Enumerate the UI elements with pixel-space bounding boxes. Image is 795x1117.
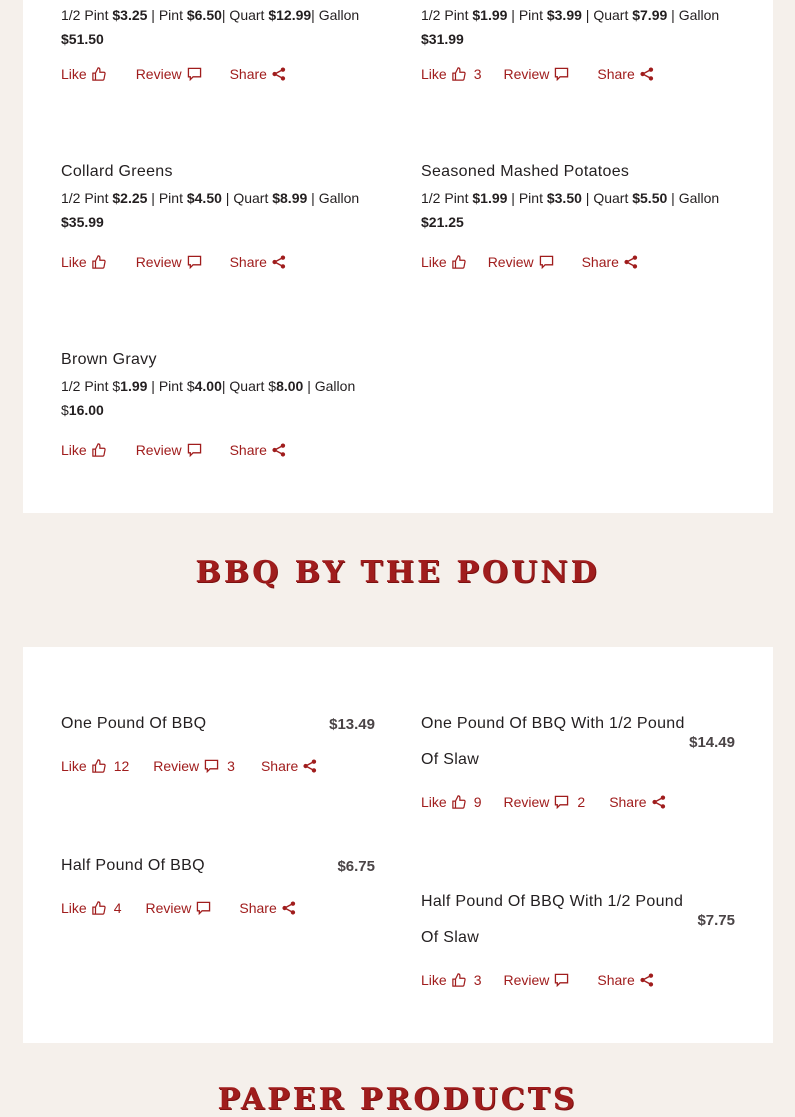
comment-icon [539, 255, 554, 269]
like-button[interactable] [61, 758, 129, 774]
review-label: Review [487, 254, 534, 270]
review-button[interactable] [153, 758, 235, 774]
price-value: $12.99 [268, 7, 312, 23]
like-button[interactable] [421, 794, 481, 810]
item-name: Half Pound Of BBQ [61, 857, 205, 874]
price-value: $51.50 [61, 31, 104, 47]
size-label: | Pint [507, 190, 547, 206]
like-label: Like [421, 254, 447, 270]
price-value: $3.50 [546, 190, 582, 206]
review-label: Review [135, 254, 182, 270]
share-label: Share [597, 66, 635, 82]
price-value: $31.99 [421, 31, 464, 47]
comment-icon [554, 67, 569, 81]
like-count: 12 [113, 758, 130, 774]
review-label: Review [135, 442, 182, 458]
size-label: | Gallon [311, 7, 360, 23]
share-label: Share [581, 254, 619, 270]
share-icon [640, 67, 654, 81]
price-line [421, 3, 741, 51]
size-label: | Quart [581, 7, 633, 23]
review-button[interactable] [136, 442, 202, 458]
actions-row [61, 900, 318, 916]
like-button[interactable] [61, 900, 121, 916]
size-label: | Pint $ [147, 378, 195, 394]
size-label: 1/2 Pint $ [61, 378, 121, 394]
share-button[interactable] [582, 254, 638, 270]
share-label: Share [260, 758, 299, 774]
like-count: 4 [113, 900, 122, 916]
like-label: Like [421, 794, 447, 810]
size-label: | Quart [581, 190, 633, 206]
like-label: Like [61, 254, 87, 270]
review-label: Review [145, 900, 192, 916]
price-value: $35.99 [61, 214, 104, 230]
like-label: Like [61, 442, 87, 458]
like-button[interactable] [61, 66, 106, 82]
size-label: | Pint [147, 190, 187, 206]
actions-row [421, 794, 688, 810]
share-icon [652, 795, 666, 809]
price-value: $2.25 [112, 190, 148, 206]
section-title-paper: PAPER PRODUCTS [217, 1082, 578, 1117]
size-label: | Pint [147, 7, 187, 23]
share-button[interactable] [597, 66, 653, 82]
price-value: $3.99 [546, 7, 582, 23]
price-line [421, 186, 741, 234]
size-label: 1/2 Pint [421, 190, 473, 206]
size-label: | Pint [507, 7, 547, 23]
actions-row [61, 442, 308, 458]
like-button[interactable] [421, 66, 481, 82]
share-icon [640, 973, 654, 987]
size-label: | Quart $ [221, 378, 277, 394]
thumbs-up-icon [452, 67, 466, 81]
item-price: $13.49 [329, 716, 375, 733]
review-label: Review [503, 794, 550, 810]
share-button[interactable] [239, 900, 295, 916]
share-button[interactable] [609, 794, 665, 810]
size-label: 1/2 Pint [61, 190, 113, 206]
share-label: Share [239, 900, 277, 916]
review-button[interactable] [136, 66, 202, 82]
review-label: Review [503, 972, 550, 988]
thumbs-up-icon [92, 255, 106, 269]
price-line [61, 186, 381, 234]
comment-icon [554, 973, 569, 987]
like-button[interactable] [421, 254, 466, 270]
review-button[interactable] [503, 794, 585, 810]
size-label: | Quart [221, 190, 273, 206]
comment-icon [187, 67, 202, 81]
section-title-bbq: BBQ BY THE POUND [195, 555, 600, 590]
bbq-item [421, 884, 691, 956]
like-label: Like [421, 972, 447, 988]
review-count: 2 [577, 794, 586, 810]
share-icon [272, 255, 286, 269]
item-name: One Pound Of BBQ [61, 715, 207, 732]
thumbs-up-icon [92, 443, 106, 457]
share-icon [272, 443, 286, 457]
like-count: 3 [473, 66, 482, 82]
share-label: Share [229, 254, 267, 270]
thumbs-up-icon [452, 795, 466, 809]
share-icon [624, 255, 638, 269]
share-icon [303, 759, 317, 773]
price-value: $1.99 [472, 190, 508, 206]
like-count: 3 [473, 972, 482, 988]
share-button[interactable] [230, 254, 286, 270]
like-label: Like [421, 66, 447, 82]
price-value: $5.50 [632, 190, 668, 206]
bbq-item [421, 706, 691, 778]
actions-row [421, 66, 676, 82]
item-name: One Pound Of BBQ With 1/2 Pound Of Slaw [421, 715, 685, 768]
item-name: Seasoned Mashed Potatoes [421, 163, 630, 180]
like-button[interactable] [421, 972, 481, 988]
review-label: Review [135, 66, 182, 82]
review-count: 3 [227, 758, 235, 774]
price-value: $21.25 [421, 214, 464, 230]
side-item-row1-right [421, 3, 741, 51]
review-button[interactable] [503, 972, 569, 988]
price-value: 8.00 [276, 378, 304, 394]
price-value: 4.00 [194, 378, 222, 394]
price-value: $3.25 [112, 7, 148, 23]
side-item-collard-greens [61, 163, 381, 234]
thumbs-up-icon [92, 67, 106, 81]
comment-icon [554, 795, 569, 809]
price-value: $7.99 [632, 7, 668, 23]
price-value: $4.50 [186, 190, 222, 206]
size-label: | Gallon [667, 7, 720, 23]
like-button[interactable] [61, 254, 106, 270]
comment-icon [187, 443, 202, 457]
actions-row [421, 254, 660, 270]
item-price: $14.49 [689, 734, 735, 751]
like-label: Like [61, 900, 87, 916]
size-label: 1/2 Pint [421, 7, 473, 23]
size-label: | Gallon [667, 190, 720, 206]
like-count: 9 [473, 794, 482, 810]
item-price: $6.75 [337, 858, 375, 875]
actions-row [61, 66, 308, 82]
size-label: 1/2 Pint [61, 7, 113, 23]
like-button[interactable] [61, 442, 106, 458]
review-button[interactable] [145, 900, 211, 916]
side-item-row1-left [61, 3, 381, 51]
price-value: $8.99 [272, 190, 308, 206]
price-value: $6.50 [186, 7, 222, 23]
price-value: $1.99 [472, 7, 508, 23]
actions-row [61, 254, 308, 270]
share-icon [272, 67, 286, 81]
share-button[interactable] [230, 442, 286, 458]
price-line [61, 3, 381, 51]
thumbs-up-icon [452, 973, 466, 987]
item-name: Collard Greens [61, 163, 173, 180]
share-icon [282, 901, 296, 915]
comment-icon [187, 255, 202, 269]
share-label: Share [229, 442, 267, 458]
review-button[interactable] [136, 254, 202, 270]
like-label: Like [61, 66, 87, 82]
share-label: Share [229, 66, 267, 82]
size-label: | Gallon $ [61, 378, 356, 418]
size-label: | Gallon [307, 190, 360, 206]
share-button[interactable] [261, 758, 317, 774]
like-label: Like [61, 758, 87, 774]
price-line [61, 374, 381, 422]
share-button[interactable] [230, 66, 286, 82]
review-label: Review [153, 758, 200, 774]
review-label: Review [503, 66, 550, 82]
size-label: | Quart [221, 7, 269, 23]
item-name: Brown Gravy [61, 351, 157, 368]
comment-icon [196, 901, 211, 915]
share-label: Share [597, 972, 635, 988]
comment-icon [204, 759, 219, 773]
thumbs-up-icon [92, 759, 106, 773]
actions-row [61, 758, 339, 774]
share-button[interactable] [597, 972, 653, 988]
side-item-brown-gravy [61, 351, 381, 422]
review-button[interactable] [488, 254, 554, 270]
item-price: $7.75 [697, 912, 735, 929]
review-button[interactable] [503, 66, 569, 82]
price-value: 16.00 [68, 402, 104, 418]
share-label: Share [609, 794, 647, 810]
actions-row [421, 972, 676, 988]
thumbs-up-icon [92, 901, 106, 915]
item-name: Half Pound Of BBQ With 1/2 Pound Of Slaw [421, 893, 684, 946]
price-value: 1.99 [120, 378, 148, 394]
thumbs-up-icon [452, 255, 466, 269]
side-item-mashed-potatoes [421, 163, 741, 234]
